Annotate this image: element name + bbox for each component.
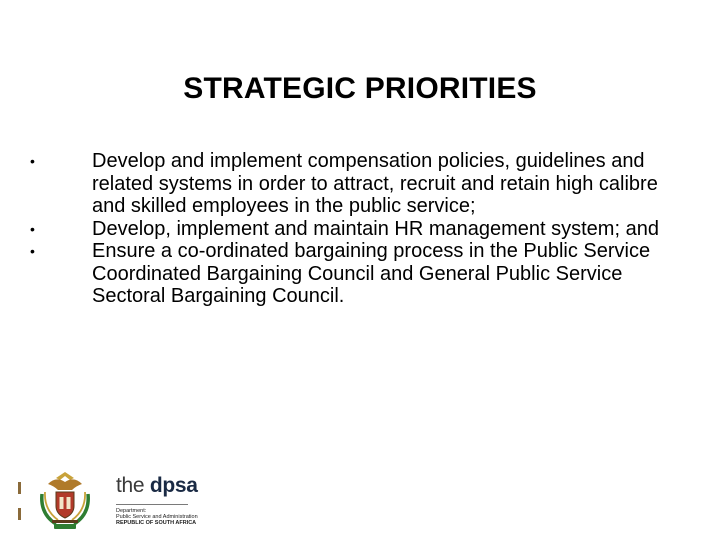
logo-department-label: Department: <box>116 508 147 514</box>
logo-department-name: Public Service and Administration <box>116 514 198 520</box>
dpsa-logo <box>18 468 198 532</box>
logo-divider <box>116 504 188 505</box>
edge-mark-icon <box>18 482 24 522</box>
bullet-marker: • <box>30 243 35 259</box>
bullet-text: Develop and implement compensation policies, guidelines and related systems in order to attract, recruit and retain high calibre and skilled employees in the public service; <box>92 150 658 217</box>
logo-country: REPUBLIC OF SOUTH AFRICA <box>116 520 197 526</box>
bullet-text: Ensure a co-ordinated bargaining process in the Public Service Coordinated Bargaining Council and General Public Service Sectoral Bargaining Council. <box>92 240 651 307</box>
bullet-item <box>26 150 686 218</box>
logo-prefix: the <box>116 474 145 497</box>
coat-of-arms-icon <box>34 470 96 532</box>
bullet-text: Develop, implement and maintain HR management system; and <box>92 217 659 240</box>
bullet-marker: • <box>30 153 35 169</box>
slide-title: STRATEGIC PRIORITIES <box>183 72 537 105</box>
bullet-list <box>26 150 686 308</box>
bullet-marker: • <box>30 220 35 237</box>
dpsa-wordmark <box>116 474 198 498</box>
bullet-item <box>26 240 686 308</box>
bullet-item <box>26 218 686 241</box>
logo-name: dpsa <box>149 474 198 497</box>
